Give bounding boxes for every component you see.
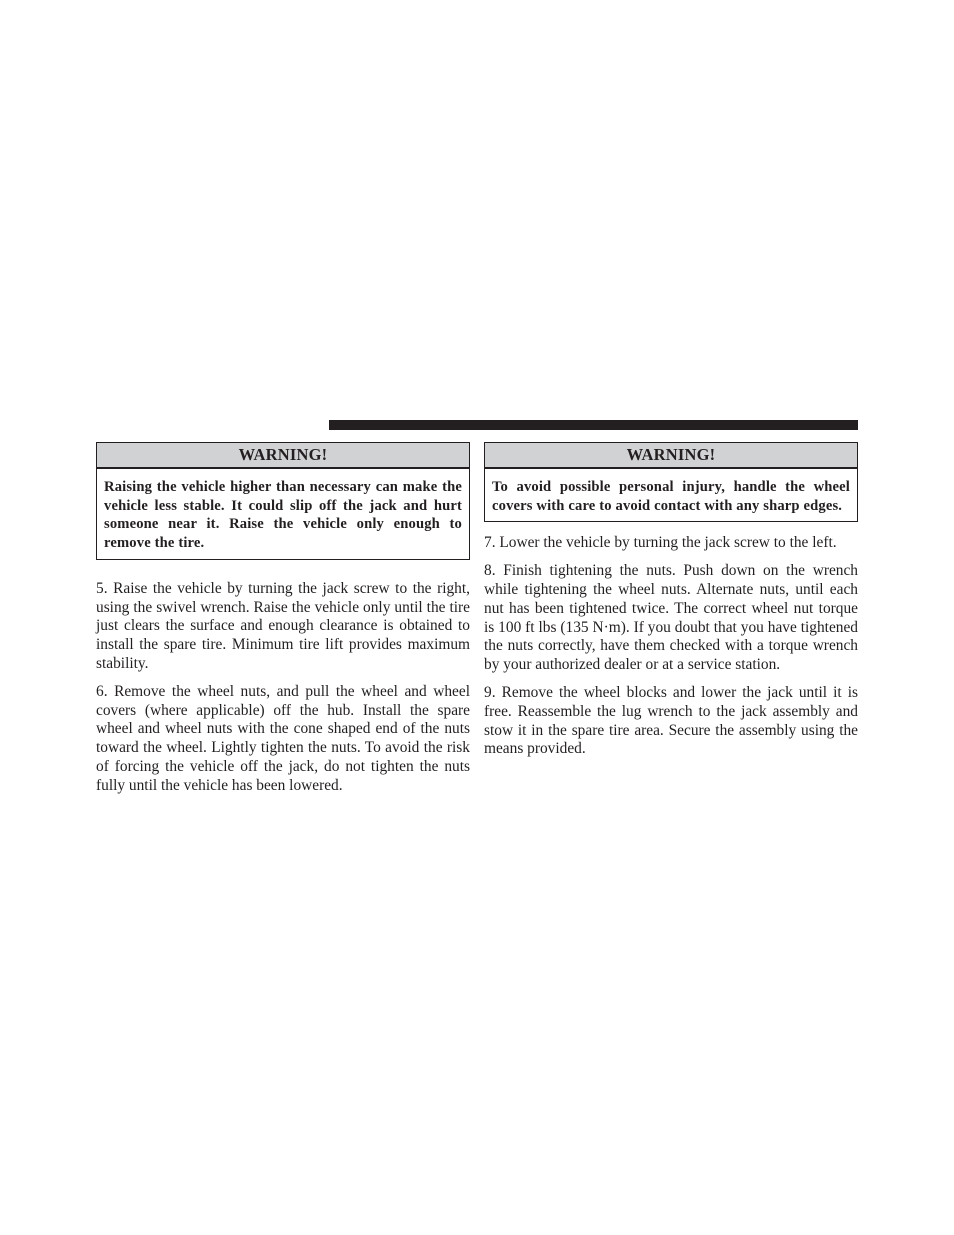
step-8-paragraph: 8. Finish tightening the nuts. Push down on the wrench while tightening the wheel nuts. Alternate nuts, until each nut has been tightened twice. The correct wheel nut torque is 100 ft lbs (135 N·m). If you doubt that you have tightened the nuts correctly, have them checked with a torque wrench by your authorized dealer or at a service station. xyxy=(484,562,858,674)
section-header-bar xyxy=(329,420,858,430)
step-9-paragraph: 9. Remove the wheel blocks and lower the jack until it is free. Reassemble the lug wrench to the jack assembly and stow it in the spare tire area. Secure the assembly using the means provided. xyxy=(484,683,858,758)
warning-text: Raising the vehicle higher than necessary can make the vehicle less stable. It could slip off the jack and hurt someone near it. Raise the vehicle only enough to remove the tire. xyxy=(104,479,462,552)
warning-text: To avoid possible personal injury, handle the wheel covers with care to avoid contact with any sharp edges. xyxy=(492,479,850,514)
right-column xyxy=(484,442,858,768)
left-column xyxy=(96,442,470,805)
step-5-paragraph: 5. Raise the vehicle by turning the jack screw to the right, using the swivel wrench. Raise the vehicle only until the tire just clears the surface and enough clearance is obtained to install the spare tire. Minimum tire lift provides maximum stability. xyxy=(96,579,470,672)
step-7-paragraph: 7. Lower the vehicle by turning the jack screw to the left. xyxy=(484,534,837,552)
warning-title: WARNING! xyxy=(485,443,857,469)
warning-box-left xyxy=(96,442,470,560)
warning-box-right xyxy=(484,442,858,522)
step-6-paragraph: 6. Remove the wheel nuts, and pull the wheel and wheel covers (where applicable) off the hub. Install the spare wheel and wheel nuts with the cone shaped end of the nuts toward the wheel. Lightly tighten the nuts. To avoid the risk of forcing the vehicle off the jack, do not tighten the nuts fully until the vehicle has been lowered. xyxy=(96,682,470,794)
warning-title: WARNING! xyxy=(97,443,469,469)
